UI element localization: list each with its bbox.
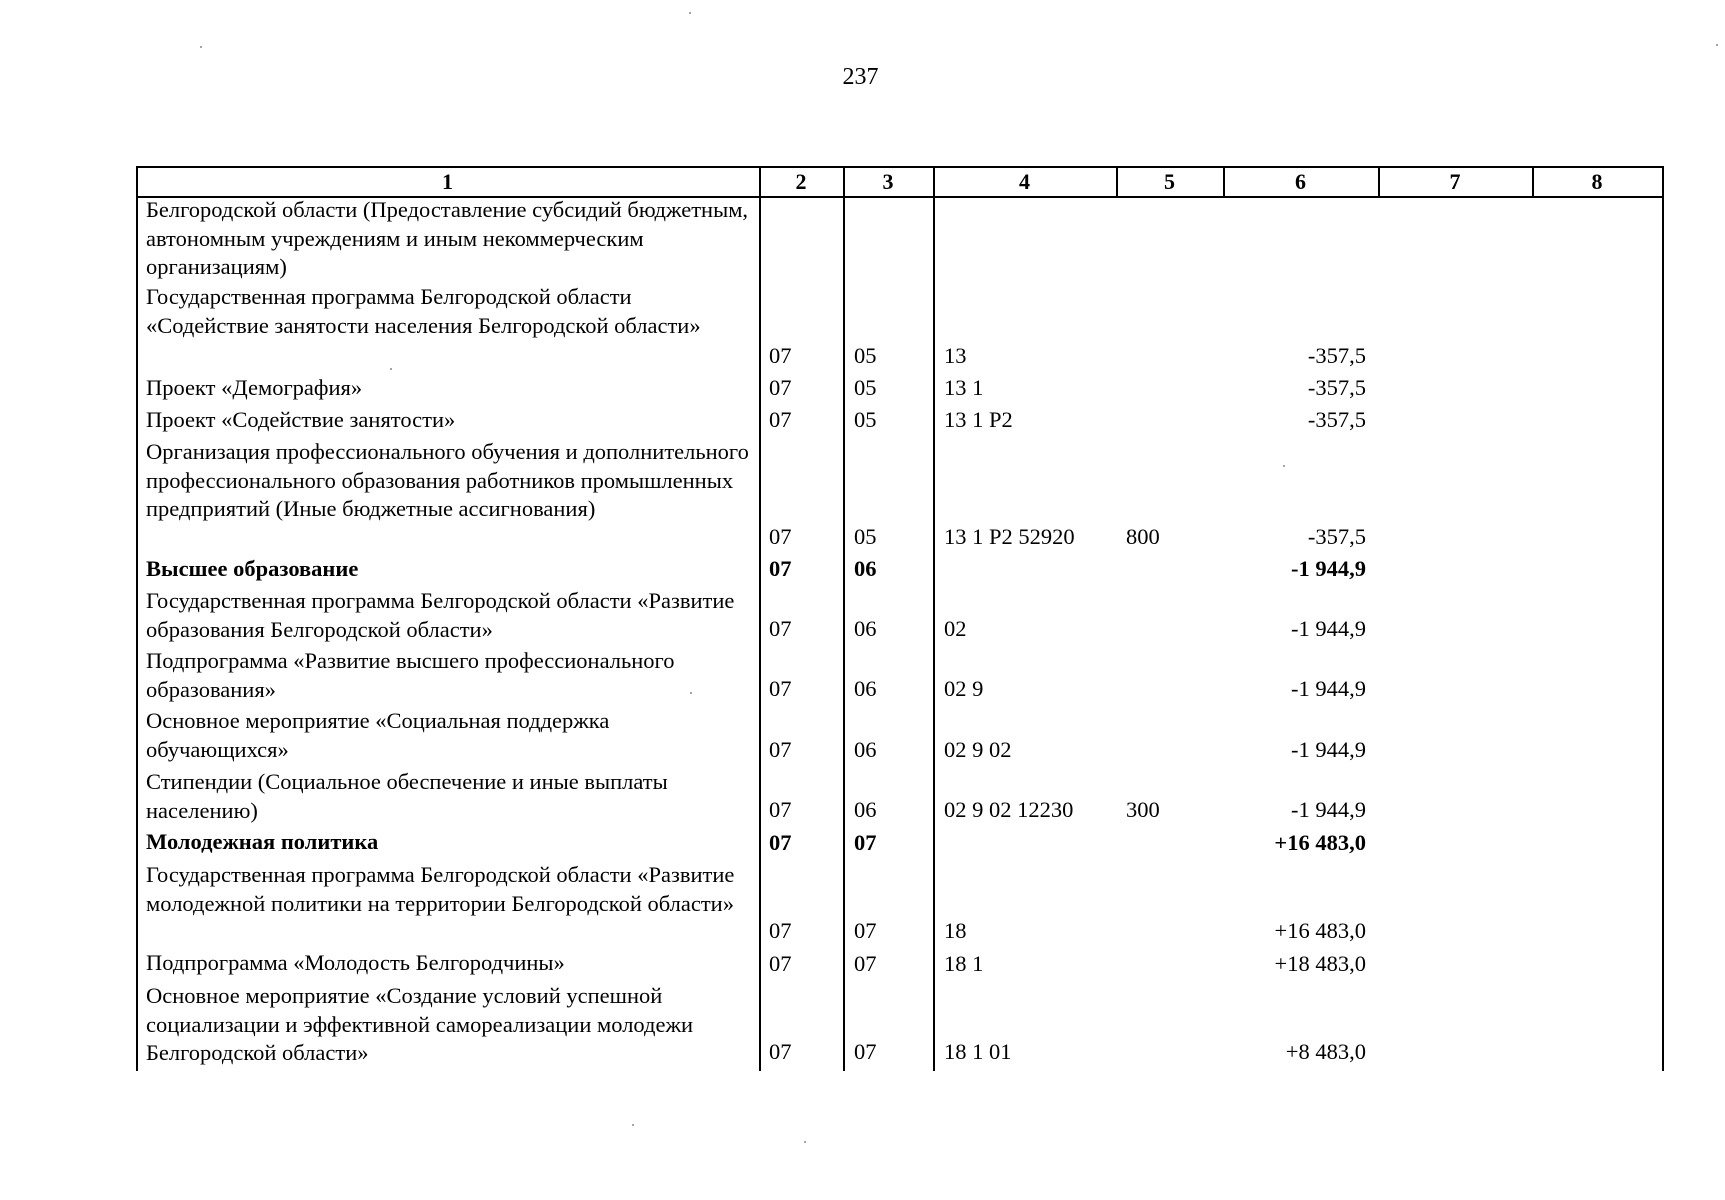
row-col-2: 07 [769, 796, 792, 822]
row-col-2: 07 [769, 374, 792, 400]
row-name: Организация профессионального обучения и дополнительного профессионального образования работников промышленных предприятий (Иные бюджетные ассигнования) [146, 439, 749, 521]
row-col-3: 05 [854, 342, 877, 368]
row-col-3: 07 [854, 1038, 877, 1064]
row-name: Основное мероприятие «Создание условий успешной социализации и эффективной самореализации молодежи Белгородской области» [146, 983, 694, 1065]
row-col-2: 07 [769, 917, 792, 943]
row-col-6: +18 483,0 [1274, 950, 1366, 976]
table-row [136, 945, 1664, 978]
row-col-4: 18 1 [944, 950, 984, 976]
scan-speck [200, 46, 202, 48]
row-col-6: -357,5 [1307, 406, 1366, 432]
header-col-8: 8 [1591, 169, 1603, 194]
row-name: Государственная программа Белгородской области «Развитие молодежной политики на территории Белгородской области» [146, 862, 735, 916]
row-col-3: 06 [854, 796, 877, 822]
row-col-6: -1 944,9 [1291, 796, 1366, 822]
row-col-4: 02 9 02 12230 [944, 796, 1074, 822]
row-col-4: 13 [944, 342, 967, 368]
row-col-4: 13 1 P2 [944, 406, 1013, 432]
row-name: Государственная программа Белгородской области «Содействие занятости населения Белгородской области» [146, 284, 701, 338]
row-col-2: 07 [769, 675, 792, 701]
header-col-7: 7 [1449, 169, 1461, 194]
row-col-6: -357,5 [1307, 523, 1366, 549]
table-row [136, 857, 1664, 945]
header-col-2: 2 [795, 169, 807, 194]
table-row [136, 824, 1664, 857]
row-col-3: 07 [854, 917, 877, 943]
row-col-5: 800 [1126, 523, 1160, 549]
row-col-4: 02 9 [944, 675, 984, 701]
row-col-3: 07 [854, 829, 877, 855]
table-row [136, 643, 1664, 703]
header-col-5: 5 [1164, 169, 1175, 194]
row-col-6: -357,5 [1307, 342, 1366, 368]
row-col-6: -1 944,9 [1291, 555, 1366, 581]
row-col-3: 05 [854, 374, 877, 400]
row-col-4: 02 9 02 [944, 736, 1012, 762]
row-col-3: 05 [854, 406, 877, 432]
row-name: Проект «Содействие занятости» [146, 407, 456, 432]
row-col-4: 13 1 [944, 374, 984, 400]
row-col-2: 07 [769, 736, 792, 762]
scan-speck [690, 692, 692, 694]
table-row [136, 703, 1664, 764]
row-name: Подпрограмма «Молодость Белгородчины» [146, 950, 565, 975]
row-col-6: -1 944,9 [1291, 675, 1366, 701]
row-col-4: 18 1 01 [944, 1038, 1012, 1064]
table-row [136, 551, 1664, 583]
row-col-2: 07 [769, 829, 792, 855]
scan-speck [804, 1141, 806, 1143]
row-col-6: -357,5 [1307, 374, 1366, 400]
row-col-3: 06 [854, 555, 877, 581]
scan-speck [689, 12, 691, 14]
scan-speck [390, 368, 392, 370]
row-name: Основное мероприятие «Социальная поддержка обучающихся» [146, 708, 610, 762]
row-col-4: 18 [944, 917, 967, 943]
row-col-3: 06 [854, 736, 877, 762]
header-col-6: 6 [1295, 169, 1306, 194]
row-col-2: 07 [769, 555, 792, 581]
row-col-4: 13 1 P2 52920 [944, 523, 1075, 549]
row-col-2: 07 [769, 342, 792, 368]
scan-speck [1716, 44, 1718, 46]
row-name: Стипендии (Социальное обеспечение и иные выплаты населению) [146, 769, 668, 823]
row-name: Молодежная политика [146, 829, 379, 854]
row-col-2: 07 [769, 406, 792, 432]
table-row [136, 978, 1664, 1066]
row-col-6: +8 483,0 [1285, 1038, 1366, 1064]
budget-table [136, 166, 1664, 1071]
row-name: Высшее образование [146, 556, 359, 581]
row-col-3: 07 [854, 950, 877, 976]
row-col-6: -1 944,9 [1291, 615, 1366, 641]
row-col-2: 07 [769, 1038, 792, 1064]
row-col-2: 07 [769, 615, 792, 641]
page-number: 237 [842, 64, 879, 90]
scan-speck [1283, 465, 1285, 467]
scan-speck [632, 1124, 634, 1126]
table-row [136, 402, 1664, 434]
row-name: Белгородской области (Предоставление субсидий бюджетным, автономным учреждениям и иным некоммерческим организациям) [146, 197, 749, 279]
table-row [136, 583, 1664, 643]
table-row [136, 764, 1664, 824]
table-row [136, 283, 1664, 370]
row-col-6: +16 483,0 [1274, 829, 1366, 855]
row-col-4: 02 [944, 615, 967, 641]
row-col-3: 06 [854, 615, 877, 641]
row-name: Проект «Демография» [146, 375, 363, 400]
row-name: Подпрограмма «Развитие высшего профессионального образования» [146, 648, 675, 702]
header-col-1: 1 [442, 169, 453, 194]
row-col-3: 06 [854, 675, 877, 701]
table-row [136, 370, 1664, 402]
row-col-5: 300 [1126, 796, 1160, 822]
row-name: Государственная программа Белгородской области «Развитие образования Белгородской области» [146, 588, 735, 642]
row-col-3: 05 [854, 523, 877, 549]
header-col-4: 4 [1019, 169, 1030, 194]
row-col-2: 07 [769, 950, 792, 976]
row-col-6: +16 483,0 [1274, 917, 1366, 943]
header-col-3: 3 [882, 169, 894, 194]
row-col-2: 07 [769, 523, 792, 549]
row-col-6: -1 944,9 [1291, 736, 1366, 762]
table-row [136, 196, 1664, 283]
table-row [136, 434, 1664, 551]
